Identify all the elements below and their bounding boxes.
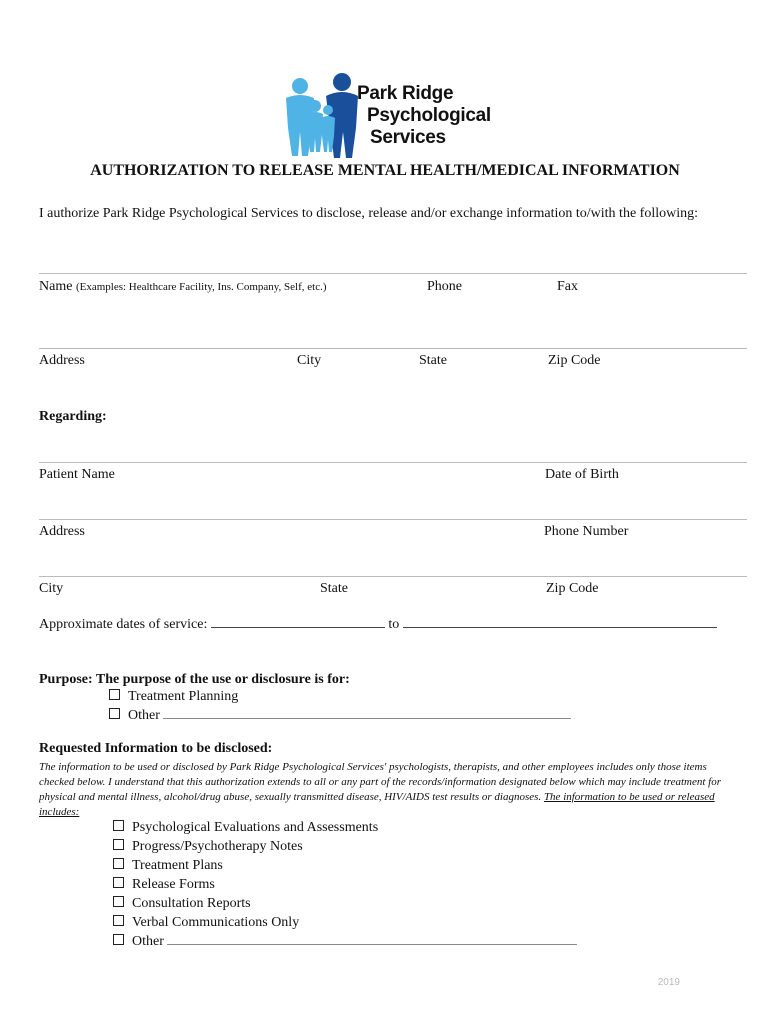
patient-address-label: Address <box>39 524 85 539</box>
divider <box>39 348 747 349</box>
dates-from-field[interactable] <box>211 617 385 628</box>
requested-heading: Requested Information to be disclosed: <box>39 741 273 756</box>
recipient-address-label: Address <box>39 353 85 368</box>
purpose-heading: Purpose: The purpose of the use or disclosure is for: <box>39 672 350 687</box>
checkbox[interactable] <box>113 934 124 945</box>
divider <box>39 462 747 463</box>
form-title: AUTHORIZATION TO RELEASE MENTAL HEALTH/MEDICAL INFORMATION <box>90 162 680 179</box>
patient-state-label: State <box>320 581 348 596</box>
recipient-state-label: State <box>419 353 447 368</box>
dates-of-service-row <box>39 617 747 633</box>
info-option[interactable]: Release Forms <box>113 877 215 893</box>
divider <box>39 576 747 577</box>
divider <box>39 519 747 520</box>
info-option[interactable]: Progress/Psychotherapy Notes <box>113 839 303 855</box>
logo-line-1: Park Ridge <box>357 83 454 104</box>
logo-line-3: Services <box>370 127 446 148</box>
logo-line-2: Psychological <box>367 105 491 126</box>
info-option[interactable]: Treatment Plans <box>113 858 223 874</box>
info-other-field[interactable] <box>167 934 577 945</box>
patient-name-label: Patient Name <box>39 467 115 482</box>
info-option[interactable]: Other <box>113 934 577 950</box>
checkbox[interactable] <box>109 708 120 719</box>
checkbox[interactable] <box>109 689 120 700</box>
checkbox[interactable] <box>113 896 124 907</box>
intro-text: I authorize Park Ridge Psychological Services to disclose, release and/or exchange information to/with the following: <box>39 206 698 221</box>
dob-label: Date of Birth <box>545 467 619 482</box>
purpose-other-field[interactable] <box>163 708 571 719</box>
info-option[interactable]: Psychological Evaluations and Assessments <box>113 820 378 836</box>
footer-year: 2019 <box>657 977 680 988</box>
patient-zip-label: Zip Code <box>546 581 599 596</box>
patient-phone-label: Phone Number <box>544 524 629 539</box>
patient-name-field[interactable] <box>39 430 747 460</box>
recipient-fax-label: Fax <box>557 279 578 294</box>
park-ridge-logo <box>280 72 500 162</box>
patient-city-label: City <box>39 581 64 596</box>
recipient-zip-label: Zip Code <box>548 353 601 368</box>
checkbox[interactable] <box>113 820 124 831</box>
checkbox[interactable] <box>113 915 124 926</box>
recipient-city-label: City <box>297 353 322 368</box>
info-option[interactable]: Consultation Reports <box>113 896 251 912</box>
requested-underlined: The information to be used or released includes: <box>39 791 715 818</box>
dates-label: Approximate dates of service: <box>39 617 208 632</box>
recipient-name-hint: (Examples: Healthcare Facility, Ins. Company, Self, etc.) <box>75 281 327 293</box>
family-figures-icon <box>280 72 360 162</box>
recipient-name-label: Name (Examples: Healthcare Facility, Ins. Company, Self, etc.) <box>39 279 327 294</box>
checkbox[interactable] <box>113 877 124 888</box>
purpose-option[interactable]: Other <box>109 708 571 724</box>
checkbox[interactable] <box>113 839 124 850</box>
divider <box>39 273 747 274</box>
checkbox[interactable] <box>113 858 124 869</box>
to-label: to <box>388 617 400 632</box>
regarding-heading: Regarding: <box>39 409 107 424</box>
purpose-option[interactable]: Treatment Planning <box>109 689 238 705</box>
recipient-name-field[interactable] <box>39 296 747 346</box>
info-option[interactable]: Verbal Communications Only <box>113 915 299 931</box>
requested-body: The information to be used or disclosed by Park Ridge Psychological Services' psychologists, therapists, and other employees includes only those items checked below. I understand that this authorization extends to all or any part of the records/information designated below which may include treatment for physical and mental illness, alcohol/drug abuse, sexually transmitted disease, HIV/AIDS test results or diagnoses. The information to be used or released includes: <box>39 761 722 818</box>
recipient-phone-label: Phone <box>427 279 462 294</box>
dates-to-field[interactable] <box>403 617 717 628</box>
